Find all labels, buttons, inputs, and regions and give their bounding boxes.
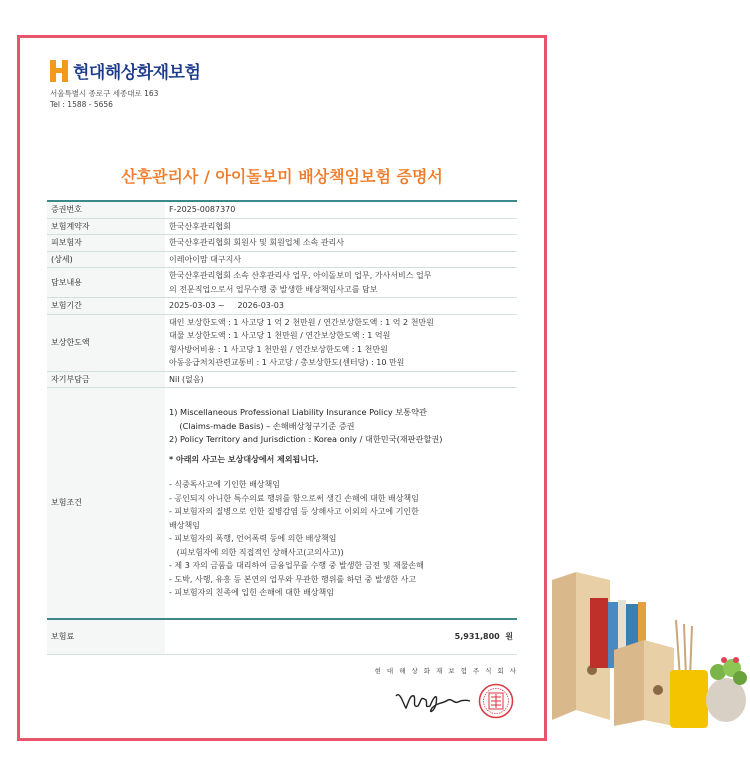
row-label: 자기부담금 [47, 371, 165, 388]
limit-line: 대인 보상한도액 : 1 사고당 1 억 2 천만원 / 연간보상한도액 : 1 억 2 천만원 [169, 317, 434, 327]
table-row [47, 388, 517, 620]
table-row [47, 251, 517, 268]
exclusion-item: - 공인되지 아니한 특수의료 행위를 함으로써 생긴 손해에 대한 배상책임 [169, 493, 419, 503]
exclusion-item: 배상책임 [169, 520, 200, 530]
company-address: 서울특별시 종로구 세종대로 163 [50, 89, 159, 98]
coverage-value [165, 268, 517, 298]
limits-value [165, 314, 517, 371]
exclusion-item: - 제 3 자의 금품을 대리하여 금융업무를 수행 중 발생한 금전 및 재물손해 [169, 561, 424, 571]
desk-decoration-illustration [548, 560, 750, 730]
coverage-line: 한국산후관리협회 소속 산후관리사 업무, 아이돌보미 업무, 가사서비스 업무 [169, 271, 432, 280]
deductible-value: Nil (없음) [165, 371, 517, 388]
certificate-table [47, 200, 517, 655]
detail-value: 이레아이맘 대구지사 [165, 251, 517, 268]
limit-line: 아동응급처치관련교통비 : 1 사고당 / 총보상한도(센터당) : 10 만원 [169, 358, 405, 367]
limit-line: 형사방어비용 : 1 사고당 1 천만원 / 연간보상한도액 : 1 천만원 [169, 344, 388, 354]
logo-text: 현대해상화재보험 [73, 63, 201, 83]
exclusion-item: - 피보험자의 폭행, 언어폭력 등에 의한 배상책임 [169, 534, 337, 544]
company-logo [50, 58, 200, 83]
condition-en-line: 2) Policy Territory and Jurisdiction : Korea only / 대한민국(재판관할권) [169, 434, 443, 445]
company-seal-icon [478, 683, 514, 719]
table-row [47, 298, 517, 315]
row-label: 보험료 [47, 619, 165, 655]
signature-image [392, 686, 472, 716]
exclusion-item: - 피보험자의 질병으로 인한 질병감염 등 상해사고 이외의 사고에 기인한 [169, 507, 419, 517]
row-label: 피보험자 [47, 235, 165, 252]
period-value: 2025-03-03 ~ 2026-03-03 [165, 298, 517, 315]
premium-value: 5,931,800 원 [165, 619, 517, 655]
document-title: 산후관리사 / 아이돌보미 배상책임보험 증명서 [121, 167, 443, 186]
conditions-value [165, 388, 517, 620]
condition-en-line: 1) Miscellaneous Professional Liability Insurance Policy 보통약관 [169, 407, 427, 418]
coverage-line: 의 전문직업으로서 업무수행 중 발생한 배상책임사고를 담보 [169, 284, 378, 294]
hyundai-logo-icon [50, 60, 68, 82]
issuer-company-name: 현대해상화재보험주식회사 [374, 667, 522, 675]
company-tel: Tel : 1588 - 5656 [50, 100, 113, 109]
table-row [47, 201, 517, 218]
certificate-frame [17, 35, 547, 741]
table-row [47, 314, 517, 371]
row-label: 보험기간 [47, 298, 165, 315]
row-label: 보험계약자 [47, 218, 165, 235]
table-row [47, 218, 517, 235]
exclusion-item: - 식중독사고에 기인한 배상책임 [169, 480, 280, 490]
table-row [47, 619, 517, 655]
condition-en-line: (Claims-made Basis) – 손해배상청구기준 증권 [169, 420, 355, 431]
row-label: 보험조건 [47, 388, 165, 620]
insured-value: 한국산후관리협회 회원사 및 회원업체 소속 관리사 [165, 235, 517, 252]
table-row [47, 268, 517, 298]
contractor-value: 한국산후관리협회 [165, 218, 517, 235]
row-label: 보상한도액 [47, 314, 165, 371]
table-row [47, 371, 517, 388]
row-label: 담보내용 [47, 268, 165, 298]
exclusion-item: - 도박, 사행, 유흥 등 본연의 업무와 무관한 행위를 하던 중 발생한 사고 [169, 574, 417, 584]
table-row [47, 235, 517, 252]
exclusion-item: - 피보험자의 친족에 입힌 손해에 대한 배상책임 [169, 588, 334, 598]
exclusion-item: (피보험자에 의한 직접적인 상해사고(고의사고)) [169, 547, 344, 557]
row-label: (상세) [47, 251, 165, 268]
limit-line: 대물 보상한도액 : 1 사고당 1 천만원 / 연간보상한도액 : 1 억원 [169, 331, 391, 340]
row-label: 증권번호 [47, 201, 165, 218]
exclusion-note: * 아래의 사고는 보상대상에서 제외됩니다. [169, 454, 319, 464]
cert-number: F-2025-0087370 [165, 201, 517, 218]
